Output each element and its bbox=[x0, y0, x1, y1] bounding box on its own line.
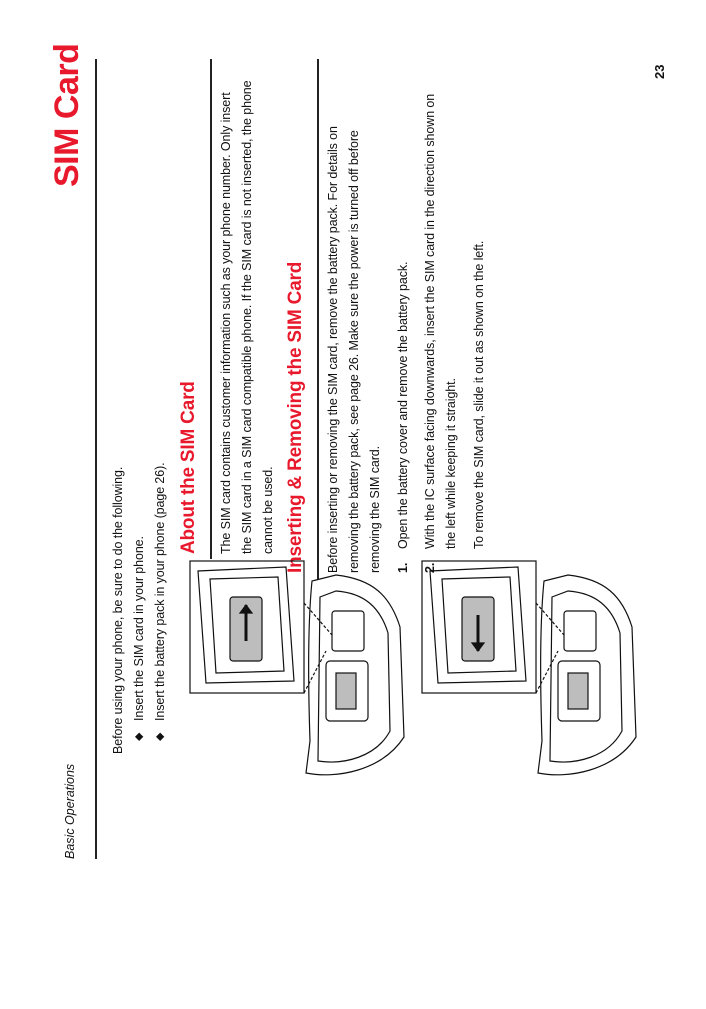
sim-remove-illustration bbox=[418, 553, 646, 801]
insert-paragraph: Before inserting or removing the SIM card, remove the battery pack. For details on removing the battery pack, see page 26. Make sure the power is turned off before removing the SIM card. bbox=[326, 126, 382, 573]
diamond-bullet-icon: ◆ bbox=[154, 732, 166, 741]
section-heading-insert: Inserting & Removing the SIM Card bbox=[285, 261, 306, 573]
step-item: 1.Open the battery cover and remove the battery pack. bbox=[396, 261, 410, 573]
title-rule bbox=[95, 59, 97, 859]
insert-rule bbox=[317, 59, 319, 579]
about-paragraph: The SIM card contains customer information such as your phone number. Only insert the SIM card in a SIM card compatible phone. If the SIM card is not inserted, the phone cannot be used. bbox=[219, 80, 275, 554]
bullet-item: ◆ Insert the SIM card in your phone. bbox=[129, 536, 150, 741]
sim-insert-illustration bbox=[186, 553, 414, 801]
page-title: SIM Card bbox=[48, 43, 86, 187]
about-rule bbox=[210, 59, 212, 559]
intro-text: Before using your phone, be sure to do the following. bbox=[111, 466, 125, 754]
step-item: 2.With the IC surface facing downwards, insert the SIM card in the direction shown on the left while keeping it straight. bbox=[423, 93, 458, 573]
bullet-item: ◆ Insert the battery pack in your phone (page 26). bbox=[150, 462, 171, 741]
remove-note: To remove the SIM card, slide it out as shown on the left. bbox=[472, 240, 486, 549]
diamond-bullet-icon: ◆ bbox=[133, 732, 145, 741]
page-number: 23 bbox=[652, 64, 667, 79]
section-heading-about: About the SIM Card bbox=[178, 381, 199, 554]
footer-section-label: Basic Operations bbox=[63, 763, 77, 859]
